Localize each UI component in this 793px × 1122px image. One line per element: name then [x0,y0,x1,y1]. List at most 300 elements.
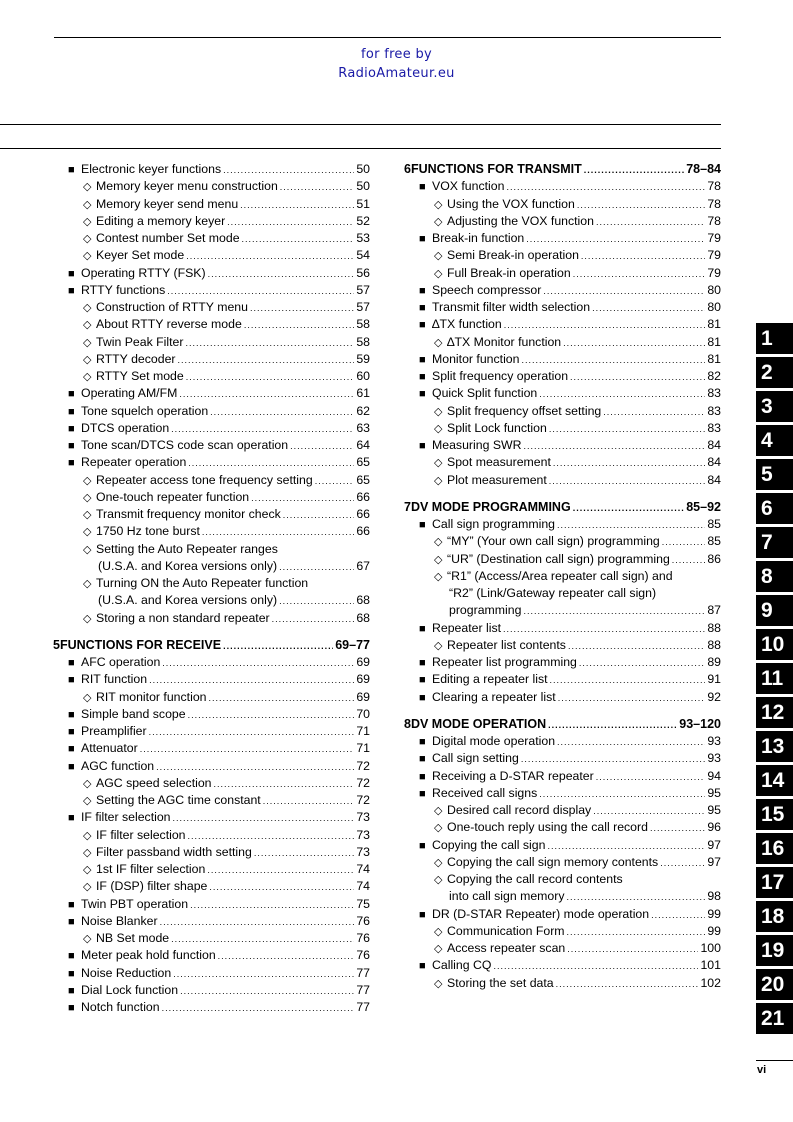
dot-leader [140,741,355,758]
page-ref: 69 [356,689,370,704]
page-ref: 57 [356,300,370,314]
dot-leader [171,421,354,438]
toc-subsection-entry [53,610,370,627]
diamond-bullet-icon: ◇ [434,805,443,817]
dot-leader [227,214,354,231]
entry-title: Copying the call sign [432,837,546,852]
dot-leader [185,335,354,352]
diamond-bullet-icon: ◇ [434,570,443,583]
chapter-tab-20[interactable]: 20 [756,969,793,1000]
page-ref: 78–84 [686,162,721,176]
page-ref: 73 [356,827,370,842]
dot-leader [173,966,354,983]
entry-title: Setting the Auto Repeater ranges [96,541,278,556]
chapter-tab-21[interactable]: 21 [756,1003,793,1034]
dot-leader [272,611,355,628]
entry-title: Split Lock function [447,420,547,435]
dot-leader [650,820,705,837]
page-ref: 51 [356,196,370,211]
chapter-tab-3[interactable]: 3 [756,391,793,422]
page-ref: 88 [707,637,721,652]
entry-title: FUNCTIONS FOR TRANSMIT [410,162,582,176]
dot-leader [223,162,354,179]
dot-leader [210,404,354,421]
entry-title: Split frequency offset setting [447,403,602,418]
page-ref: 93 [707,734,721,748]
toc-subsection-entry [53,472,370,489]
toc-continuation-line [53,592,370,609]
entry-title: Communication Form [447,923,565,938]
toc-section-entry [53,999,370,1016]
diamond-bullet-icon: ◇ [434,874,443,886]
dot-leader [188,707,355,724]
toc-section-entry [53,454,370,471]
entry-title: Construction of RTTY menu [96,300,248,314]
diamond-bullet-icon: ◇ [83,233,92,245]
dot-leader [156,759,354,776]
chapter-tab-13[interactable]: 13 [756,731,793,762]
entry-title: Electronic keyer functions [81,162,222,176]
square-bullet-icon: ■ [419,674,426,687]
entry-title: Using the VOX function [447,196,575,211]
page-ref: 78 [707,213,721,228]
dot-leader [567,924,706,941]
page-ref: 94 [707,768,721,783]
page-ref: 99 [707,923,721,938]
square-bullet-icon: ■ [419,839,426,852]
toc-section-entry [53,265,370,282]
diamond-bullet-icon: ◇ [434,856,443,869]
chapter-tab-6[interactable]: 6 [756,493,793,524]
entry-title: IF (DSP) filter shape [96,879,208,894]
diamond-bullet-icon: ◇ [83,543,92,556]
diamond-bullet-icon: ◇ [434,822,443,835]
entry-title: ∆TX function [432,317,502,332]
toc-subsection-entry [53,523,370,540]
dot-leader [254,845,354,862]
dot-leader [167,283,354,300]
entry-title: “R2” (Link/Gateway repeater call sign) [449,586,657,600]
square-bullet-icon: ■ [68,760,75,773]
toc-section-entry [404,689,721,706]
toc-continuation-line [404,585,721,602]
chapter-tab-16[interactable]: 16 [756,833,793,864]
toc-section-entry [404,299,721,316]
toc-continuation-line [53,558,370,575]
dot-leader [579,655,705,672]
dot-leader [186,248,354,265]
toc-chapter-heading [404,716,721,733]
page-ref: 56 [356,265,370,280]
entry-title: VOX function [432,179,505,194]
toc-subsection-entry [404,533,721,550]
entry-title: Spot measurement [447,455,551,470]
toc-subsection-entry [404,802,721,819]
page-number: vi [757,1064,767,1076]
entry-title: (U.S.A. and Korea versions only) [98,593,278,608]
dot-leader [567,941,698,958]
watermark-line-1: for free by [360,47,433,62]
page-ref: 91 [707,672,721,687]
diamond-bullet-icon: ◇ [83,474,92,487]
entry-title: NB Set mode [96,931,170,945]
page-ref: 83 [707,420,721,435]
entry-title: Received call signs [432,785,538,800]
diamond-bullet-icon: ◇ [83,198,92,211]
page-ref: 99 [707,906,721,921]
dot-leader [218,948,355,965]
toc-section-entry [53,965,370,982]
dot-leader [209,690,355,707]
toc-section-entry [53,758,370,775]
dot-leader [173,810,355,827]
page-ref: 101 [700,958,721,973]
page-ref: 67 [356,558,370,573]
chapter-tab-8[interactable]: 8 [756,561,793,592]
entry-title: RTTY Set mode [96,369,184,383]
dot-leader [553,455,705,472]
diamond-bullet-icon: ◇ [83,250,92,263]
toc-chapter-heading [404,499,721,516]
toc-subsection-entry [404,551,721,568]
page-ref: 81 [707,317,721,332]
toc-chapter-heading [404,161,721,178]
toc-subsection-entry [404,420,721,437]
toc-subsection-entry [404,854,721,871]
diamond-bullet-icon: ◇ [434,422,443,435]
chapter-tab-15[interactable]: 15 [756,799,793,830]
dot-leader [548,717,677,734]
square-bullet-icon: ■ [68,812,75,825]
chapter-tab-14[interactable]: 14 [756,765,793,796]
entry-title: Semi Break-in operation [447,248,579,263]
page-ref: 71 [356,741,370,756]
page-ref: 100 [700,941,721,955]
entry-title: IF filter selection [81,810,171,825]
diamond-bullet-icon: ◇ [83,491,92,504]
dot-leader [549,421,706,438]
toc-section-entry [53,947,370,964]
toc-subsection-entry [404,923,721,940]
dot-leader [202,524,354,541]
page-ref: 68 [356,610,370,625]
entry-title: Calling CQ [432,958,492,973]
entry-title: DR (D-STAR Repeater) mode operation [432,906,650,921]
page-ref: 71 [356,724,370,738]
dot-leader [190,897,354,914]
toc-subsection-entry [404,334,721,351]
toc-subsection-entry [53,827,370,844]
dot-leader [280,179,355,196]
entry-title: Measuring SWR [432,438,522,452]
page-ref: 65 [356,472,370,487]
toc-subsection-entry [53,196,370,213]
toc-subsection-entry [53,213,370,230]
toc-section-entry [53,161,370,178]
dot-leader [596,769,706,786]
square-bullet-icon: ■ [68,743,75,756]
page-ref: 85 [707,517,721,531]
dot-leader [581,248,705,265]
dot-leader [503,621,705,638]
entry-title: AGC speed selection [96,775,212,790]
chapter-tab-7[interactable]: 7 [756,527,793,558]
toc-section-entry [404,837,721,854]
diamond-bullet-icon: ◇ [83,319,92,332]
entry-title: Memory keyer send menu [96,196,239,211]
entry-title: Break-in function [432,231,525,245]
dot-leader [570,369,705,386]
dot-leader [263,793,355,810]
chapter-tab-11[interactable]: 11 [756,663,793,694]
section-gap [404,706,721,716]
toc-section-entry [53,982,370,999]
diamond-bullet-icon: ◇ [434,474,443,487]
page-ref: 102 [700,975,721,990]
dot-leader [504,317,706,334]
entry-title: Noise Blanker [81,913,158,928]
square-bullet-icon: ■ [419,440,426,452]
entry-title: One-touch reply using the call record [447,820,648,835]
square-bullet-icon: ■ [68,1002,75,1014]
page-ref: 93 [707,751,721,766]
dot-leader [179,386,354,403]
entry-title: Contest number Set mode [96,231,240,245]
toc-subsection-entry [53,844,370,861]
dot-leader [279,593,354,610]
square-bullet-icon: ■ [68,284,75,297]
toc-section-entry [404,733,721,750]
page-ref: 72 [356,793,370,807]
dot-leader [556,976,699,993]
top-rule [54,37,721,38]
toc-subsection-entry [53,178,370,195]
chapter-tab-4[interactable]: 4 [756,425,793,456]
toc-subsection-entry [404,403,721,420]
diamond-bullet-icon: ◇ [434,250,443,263]
chapter-tab-12[interactable]: 12 [756,697,793,728]
chapter-number: 6 [404,162,411,176]
diamond-bullet-icon: ◇ [434,198,443,211]
toc-subsection-entry [404,637,721,654]
dot-leader [563,335,705,352]
diamond-bullet-icon: ◇ [83,777,92,790]
chapter-tab-1[interactable]: 1 [756,323,793,354]
dot-leader [160,914,355,931]
entry-title: Transmit filter width selection [432,300,591,314]
chapter-tab-5[interactable]: 5 [756,459,793,490]
page-ref: 96 [707,820,721,835]
square-bullet-icon: ■ [419,691,426,704]
entry-title: Keyer Set mode [96,248,185,263]
dot-leader [660,855,705,872]
entry-title: Dial Lock function [81,982,179,997]
chapter-tab-9[interactable]: 9 [756,595,793,626]
diamond-bullet-icon: ◇ [434,457,443,470]
diamond-bullet-icon: ◇ [83,526,92,539]
page-ref: 78 [707,179,721,194]
toc-section-entry [404,620,721,637]
toc-section-entry [53,896,370,913]
chapter-tab-17[interactable]: 17 [756,867,793,898]
page-ref: 69 [356,655,370,669]
toc-section-entry [404,768,721,785]
toc-section-entry [53,706,370,723]
toc-chapter-heading [53,637,370,654]
dot-leader [493,958,698,975]
chapter-number: 5 [53,637,60,652]
entry-title: DV MODE PROGRAMMING [410,499,571,514]
footer-rule [756,1060,793,1061]
dot-leader [506,179,705,196]
toc-section-entry [53,403,370,420]
dot-leader [149,672,354,689]
page-ref: 58 [356,317,370,332]
page-ref: 64 [356,438,370,452]
entry-title: RIT monitor function [96,689,207,704]
page-ref: 68 [356,593,370,608]
dot-leader [596,214,705,231]
dot-leader [524,438,706,455]
page-ref: 78 [707,196,721,211]
square-bullet-icon: ■ [419,284,426,297]
toc-subsection-entry [53,368,370,385]
toc-section-entry [404,368,721,385]
dot-leader [283,507,355,524]
entry-title: FUNCTIONS FOR RECEIVE [59,637,222,652]
page-ref: 82 [707,369,721,383]
chapter-tab-10[interactable]: 10 [756,629,793,660]
entry-title: Memory keyer menu construction [96,179,278,194]
toc-section-entry [53,437,370,454]
page-ref: 84 [707,438,721,452]
square-bullet-icon: ■ [419,371,426,383]
entry-title: Call sign programming [432,517,556,531]
entry-title: Digital mode operation [432,734,556,748]
toc-left-column [53,161,370,1016]
entry-title: Twin Peak Filter [96,334,184,349]
chapter-number: 7 [404,499,411,514]
dot-leader [171,931,354,948]
page-ref: 52 [356,213,370,228]
entry-title: Tone scan/DTCS code scan operation [81,438,289,452]
dot-leader [207,862,354,879]
page-ref: 74 [356,879,370,894]
chapter-tab-19[interactable]: 19 [756,935,793,966]
toc-section-entry [404,178,721,195]
entry-title: Transmit frequency monitor check [96,507,281,521]
dot-leader [573,500,685,517]
toc-section-entry [404,671,721,688]
page-ref: 70 [356,706,370,721]
diamond-bullet-icon: ◇ [83,509,92,521]
dot-leader [539,786,705,803]
page-ref: 80 [707,282,721,297]
entry-title: IF filter selection [96,827,186,842]
square-bullet-icon: ■ [68,164,75,176]
square-bullet-icon: ■ [68,726,75,738]
square-bullet-icon: ■ [419,181,426,194]
entry-title: Filter passband width setting [96,844,252,859]
dot-leader [279,559,354,576]
page-ref: 65 [356,455,370,470]
page-ref: 58 [356,334,370,349]
page-ref: 97 [707,854,721,869]
entry-title: Twin PBT operation [81,896,189,911]
toc-subsection-entry [404,265,721,282]
diamond-bullet-icon: ◇ [434,405,443,418]
section-gap [53,627,370,637]
dot-leader [223,638,333,655]
dot-leader [547,838,705,855]
diamond-bullet-icon: ◇ [83,353,92,366]
page-ref: 92 [707,689,721,704]
dot-leader [593,803,705,820]
dot-leader [557,734,705,751]
square-bullet-icon: ■ [419,622,426,635]
dot-leader [208,266,355,283]
entry-title: “MY” (Your own call sign) programming [447,534,660,549]
toc-subsection-entry [53,861,370,878]
toc-subsection-entry [404,454,721,471]
toc-section-entry [53,420,370,437]
entry-title: Quick Split function [432,386,538,401]
toc-section-entry [404,750,721,767]
diamond-bullet-icon: ◇ [434,639,443,652]
entry-title: Operating RTTY (FSK) [81,265,206,280]
toc-subsection-entry [404,568,721,585]
dot-leader [557,517,705,534]
toc-continuation-line [404,602,721,619]
square-bullet-icon: ■ [419,388,426,401]
dot-leader [178,352,355,369]
toc-section-entry [53,913,370,930]
toc-section-entry [53,671,370,688]
page-ref: 77 [356,965,370,980]
chapter-tab-18[interactable]: 18 [756,901,793,932]
diamond-bullet-icon: ◇ [83,578,92,590]
square-bullet-icon: ■ [68,405,75,418]
toc-subsection-entry [53,792,370,809]
square-bullet-icon: ■ [419,657,426,669]
diamond-bullet-icon: ◇ [83,933,92,945]
toc-section-entry [404,516,721,533]
chapter-tab-2[interactable]: 2 [756,357,793,388]
toc-subsection-entry [53,489,370,506]
header-rule-lower [0,148,721,149]
dot-leader [149,724,355,741]
square-bullet-icon: ■ [419,753,426,766]
page-ref: 61 [356,386,370,401]
diamond-bullet-icon: ◇ [434,267,443,280]
diamond-bullet-icon: ◇ [83,691,92,704]
toc-subsection-entry [53,351,370,368]
dot-leader [209,879,354,896]
entry-title: Editing a memory keyer [96,213,226,228]
page-ref: 50 [356,179,370,194]
entry-title: Receiving a D-STAR repeater [432,768,594,783]
toc-subsection-entry [53,247,370,264]
square-bullet-icon: ■ [419,233,426,245]
dot-leader [240,197,354,214]
chapter-number: 8 [404,716,411,731]
dot-leader [592,300,705,317]
toc-section-entry [404,785,721,802]
page-ref: 74 [356,862,370,876]
entry-title: Turning ON the Auto Repeater function [96,576,309,590]
toc-section-entry [404,282,721,299]
entry-title: Notch function [81,1000,160,1014]
